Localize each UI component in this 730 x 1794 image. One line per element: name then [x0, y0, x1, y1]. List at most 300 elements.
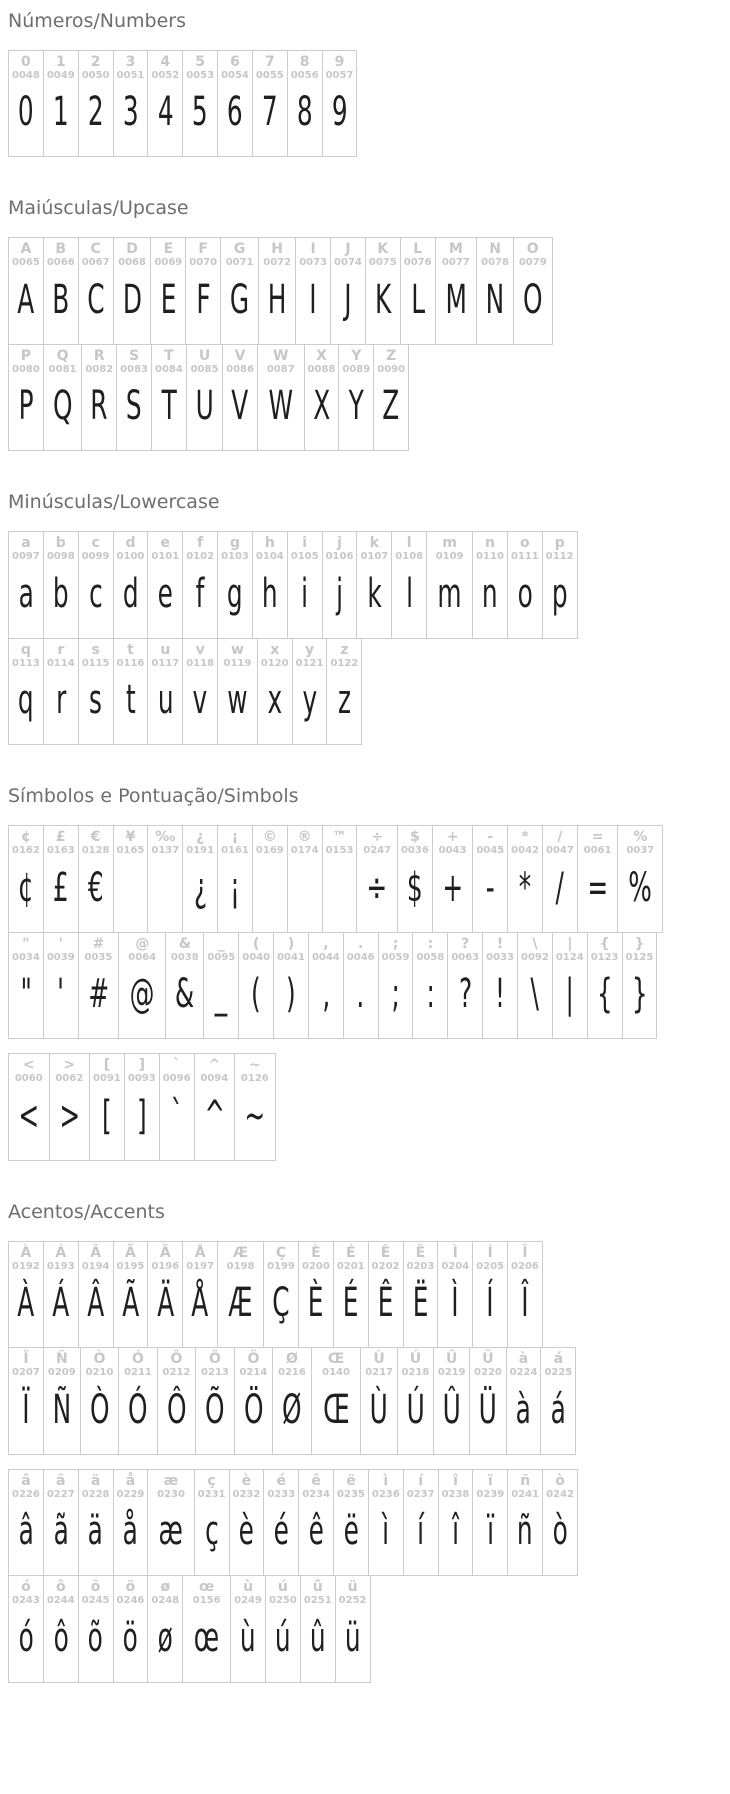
- glyph-unicode-code: 0102: [186, 551, 215, 563]
- glyph-cell: [378, 932, 414, 1040]
- glyph-unicode-code: 0219: [437, 1367, 466, 1379]
- glyph-char-label: Â: [90, 1244, 102, 1261]
- glyph-char-label: <: [22, 1057, 35, 1074]
- glyph-cell: [230, 1575, 266, 1683]
- glyph-char-label: ‰: [155, 828, 176, 845]
- glyph-unicode-code: 0050: [81, 69, 110, 81]
- glyph-cell: [287, 531, 323, 639]
- glyph-unicode-code: 0078: [481, 257, 509, 269]
- glyph-cell: [552, 932, 588, 1040]
- glyph-unicode-code: 0115: [81, 657, 110, 669]
- glyph-char-label: Ô: [170, 1351, 183, 1368]
- glyph-char-label: ä: [90, 1472, 101, 1489]
- glyph-preview: è: [238, 1508, 255, 1555]
- glyph-cell: [507, 531, 543, 639]
- glyph-unicode-code: 0065: [12, 257, 40, 269]
- glyph-char-label: G: [233, 241, 246, 258]
- glyph-preview: Á: [52, 1280, 70, 1327]
- glyph-char-label: .: [358, 935, 364, 952]
- glyph-cell: [542, 825, 578, 933]
- glyph-unicode-code: 0122: [330, 657, 359, 669]
- glyph-unicode-code: 0066: [46, 257, 75, 269]
- glyph-unicode-code: 0153: [325, 845, 354, 857]
- glyph-unicode-code: 0070: [189, 257, 218, 269]
- glyph-char-label: Ê: [380, 1244, 391, 1261]
- glyph-char-label: å: [125, 1472, 136, 1489]
- glyph-cell: [258, 237, 296, 345]
- glyph-preview: -: [485, 864, 495, 911]
- glyph-cell: [43, 531, 79, 639]
- glyph-char-label: à: [518, 1351, 529, 1368]
- glyph-char-label: ø: [160, 1579, 171, 1596]
- glyph-char-label: É: [345, 1244, 356, 1261]
- glyph-unicode-code: 0092: [521, 951, 549, 963]
- glyph-preview: 2: [87, 89, 104, 136]
- glyph-char-label: m: [442, 535, 457, 552]
- glyph-cell: [252, 825, 288, 933]
- glyph-preview: ç: [204, 1508, 219, 1555]
- glyph-cell: [298, 1241, 334, 1349]
- glyph-cell: [113, 1575, 149, 1683]
- glyph-cell: [43, 237, 79, 345]
- glyph-cell: [165, 932, 204, 1040]
- glyph-char-label: ü: [347, 1579, 358, 1596]
- glyph-unicode-code: 0211: [124, 1367, 152, 1379]
- glyph-char-label: T: [164, 347, 174, 364]
- glyph-unicode-code: 0062: [55, 1073, 84, 1085]
- glyph-cell: [326, 638, 362, 746]
- glyph-preview: Ú: [406, 1386, 425, 1433]
- glyph-preview: S: [126, 383, 142, 430]
- glyph-cell: [435, 237, 478, 345]
- glyph-preview: Ö: [243, 1386, 264, 1433]
- glyph-char-label: í: [418, 1472, 424, 1489]
- glyph-preview: 7: [261, 89, 278, 136]
- glyph-unicode-code: 0114: [46, 657, 75, 669]
- glyph-unicode-code: 0040: [242, 951, 271, 963]
- glyph-preview: t: [125, 677, 136, 724]
- glyph-unicode-code: 0247: [363, 845, 392, 857]
- glyph-cell: [287, 50, 323, 158]
- glyph-preview: ~: [244, 1092, 266, 1139]
- glyph-preview: #: [88, 971, 109, 1018]
- glyph-cell: [78, 1575, 114, 1683]
- glyph-preview: O: [522, 276, 543, 323]
- glyph-char-label: /: [557, 828, 563, 845]
- glyph-cell: [433, 1347, 470, 1455]
- glyph-char-label: !: [496, 935, 504, 952]
- glyph-unicode-code: 0235: [337, 1488, 365, 1500]
- glyph-cell: [472, 1469, 508, 1577]
- glyph-cell: [78, 638, 114, 746]
- glyph-preview: b: [52, 570, 69, 617]
- glyph-unicode-code: 0140: [322, 1367, 350, 1379]
- glyph-char-label: U: [198, 347, 211, 364]
- glyph-char-label: õ: [90, 1579, 101, 1596]
- glyph-preview: Ë: [412, 1280, 429, 1327]
- glyph-row: [8, 932, 657, 1040]
- glyph-preview: D: [122, 276, 142, 323]
- glyph-table: [8, 1241, 722, 1455]
- glyph-char-label: ç: [207, 1472, 216, 1489]
- glyph-cell: [8, 638, 44, 746]
- glyph-cell: [8, 1575, 44, 1683]
- glyph-unicode-code: 0052: [151, 69, 180, 81]
- glyph-cell: [507, 825, 543, 933]
- glyph-char-label: S: [129, 347, 140, 364]
- glyph-unicode-code: 0163: [46, 845, 75, 857]
- glyph-unicode-code: 0203: [406, 1260, 435, 1272]
- glyph-preview: h: [261, 570, 278, 617]
- glyph-unicode-code: 0229: [116, 1488, 145, 1500]
- glyph-preview: ": [20, 971, 32, 1018]
- glyph-char-label: è: [241, 1472, 252, 1489]
- glyph-char-label: y: [304, 641, 315, 658]
- glyph-char-label: 2: [90, 53, 101, 70]
- glyph-char-label: }: [634, 935, 645, 952]
- glyph-char-label: ñ: [520, 1472, 531, 1489]
- glyph-char-label: 1: [55, 53, 66, 70]
- glyph-cell: [147, 638, 183, 746]
- glyph-preview: G: [230, 276, 250, 323]
- glyph-row: [8, 50, 357, 158]
- glyph-preview: æ: [158, 1508, 184, 1555]
- glyph-row: [8, 1347, 576, 1455]
- glyph-unicode-code: 0232: [232, 1488, 261, 1500]
- glyph-char-label: Y: [351, 347, 362, 364]
- glyph-unicode-code: 0106: [325, 551, 354, 563]
- glyph-preview: Ò: [89, 1386, 110, 1433]
- glyph-preview: d: [122, 570, 139, 617]
- glyph-preview: ]: [136, 1092, 147, 1139]
- glyph-unicode-code: 0234: [302, 1488, 331, 1500]
- glyph-cell: [273, 932, 309, 1040]
- glyph-preview: C: [86, 276, 105, 323]
- glyph-preview: R: [90, 383, 108, 430]
- glyph-char-label: Á: [55, 1244, 67, 1261]
- glyph-cell: [43, 1241, 79, 1349]
- glyph-char-label: ú: [277, 1579, 288, 1596]
- glyph-char-label: j: [337, 535, 342, 552]
- glyph-preview: 0: [18, 89, 34, 136]
- glyph-cell: [182, 1241, 218, 1349]
- glyph-preview: ü: [344, 1614, 361, 1661]
- glyph-unicode-code: 0064: [128, 951, 157, 963]
- glyph-cell: [194, 1469, 230, 1577]
- glyph-unicode-code: 0074: [334, 257, 362, 269]
- glyph-unicode-code: 0239: [476, 1488, 505, 1500]
- glyph-char-label: ò: [555, 1472, 565, 1489]
- glyph-preview: /: [555, 864, 565, 911]
- glyph-cell: [194, 1053, 236, 1161]
- glyph-unicode-code: 0057: [325, 69, 354, 81]
- glyph-unicode-code: 0096: [162, 1073, 191, 1085]
- glyph-char-label: -: [487, 828, 494, 845]
- glyph-unicode-code: 0088: [307, 363, 336, 375]
- glyph-cell: [78, 237, 114, 345]
- glyph-unicode-code: 0228: [81, 1488, 110, 1500]
- glyph-table: [8, 1469, 722, 1683]
- glyph-char-label: z: [340, 641, 349, 658]
- glyph-char-label: Î: [522, 1244, 528, 1261]
- glyph-cell: [147, 50, 183, 158]
- glyph-char-label: Q: [56, 347, 69, 364]
- glyph-cell: [300, 1575, 336, 1683]
- glyph-char-label: á: [553, 1351, 564, 1368]
- glyph-cell: [333, 1241, 369, 1349]
- glyph-unicode-code: 0085: [190, 363, 219, 375]
- glyph-char-label: A: [20, 241, 32, 258]
- glyph-unicode-code: 0036: [400, 845, 429, 857]
- glyph-unicode-code: 0204: [441, 1260, 470, 1272]
- glyph-unicode-code: 0191: [186, 845, 215, 857]
- glyph-unicode-code: 0245: [81, 1595, 110, 1607]
- glyph-cell: [330, 237, 366, 345]
- glyph-cell: [542, 531, 578, 639]
- glyph-unicode-code: 0093: [127, 1073, 156, 1085]
- glyph-cell: [147, 531, 183, 639]
- glyph-cell: [217, 531, 253, 639]
- glyph-cell: [540, 1347, 576, 1455]
- glyph-unicode-code: 0041: [277, 951, 305, 963]
- glyph-char-label: ): [287, 935, 295, 952]
- glyph-char-label: ã: [56, 1472, 66, 1489]
- glyph-cell: [365, 237, 401, 345]
- glyph-row: [8, 531, 578, 639]
- glyph-cell: [295, 237, 331, 345]
- glyph-preview: K: [374, 276, 391, 323]
- glyph-preview: f: [195, 570, 205, 617]
- glyph-preview: W: [268, 383, 294, 430]
- glyph-preview: H: [267, 276, 287, 323]
- glyph-char-label: `: [173, 1057, 181, 1074]
- glyph-unicode-code: 0111: [510, 551, 539, 563]
- glyph-char-label: é: [276, 1472, 287, 1489]
- glyph-char-label: Å: [194, 1244, 206, 1261]
- glyph-preview: Ç: [272, 1280, 290, 1327]
- glyph-table: [8, 825, 722, 1039]
- glyph-cell: [8, 932, 44, 1040]
- glyph-cell: [338, 344, 374, 452]
- glyph-char-label: {: [599, 935, 610, 952]
- glyph-cell: [217, 1241, 264, 1349]
- glyph-preview: Ø: [282, 1386, 302, 1433]
- glyph-preview: Ã: [121, 1280, 139, 1327]
- glyph-char-label: x: [270, 641, 280, 658]
- glyph-preview: È: [308, 1280, 324, 1327]
- glyph-char-label: ¢: [21, 828, 31, 845]
- glyph-unicode-code: 0209: [47, 1367, 76, 1379]
- glyph-unicode-code: 0225: [544, 1367, 573, 1379]
- glyph-preview: õ: [88, 1614, 104, 1661]
- glyph-row: [8, 1241, 543, 1349]
- glyph-unicode-code: 0236: [371, 1488, 400, 1500]
- glyph-preview: 9: [331, 89, 348, 136]
- glyph-preview: A: [17, 276, 35, 323]
- glyph-char-label: Æ: [232, 1244, 249, 1261]
- glyph-char-label: ë: [346, 1472, 356, 1489]
- glyph-char-label: €: [90, 828, 101, 845]
- glyph-char-label: X: [316, 347, 327, 364]
- glyph-unicode-code: 0068: [118, 257, 146, 269]
- glyph-cell: [622, 932, 658, 1040]
- glyph-unicode-code: 0048: [12, 69, 40, 81]
- glyph-char-label: ô: [55, 1579, 66, 1596]
- glyph-char-label: Ï: [23, 1351, 29, 1368]
- glyph-cell: [217, 50, 253, 158]
- glyph-unicode-code: 0103: [221, 551, 249, 563]
- glyph-unicode-code: 0198: [226, 1260, 255, 1272]
- glyph-cell: [157, 1347, 196, 1455]
- glyph-preview: û: [309, 1614, 326, 1661]
- glyph-char-label: Û: [445, 1351, 458, 1368]
- glyph-cell: [8, 1241, 44, 1349]
- glyph-unicode-code: 0125: [625, 951, 654, 963]
- glyph-cell: [265, 1575, 301, 1683]
- glyph-preview: @: [129, 971, 155, 1018]
- glyph-preview: ¿: [193, 864, 207, 911]
- glyph-preview: Ê: [377, 1280, 394, 1327]
- glyph-cell: [403, 1469, 439, 1577]
- glyph-preview: ;: [391, 971, 400, 1018]
- glyph-unicode-code: 0083: [120, 363, 149, 375]
- glyph-cell: [356, 825, 398, 933]
- glyph-char-label: Ë: [415, 1244, 426, 1261]
- glyph-cell: [343, 932, 379, 1040]
- glyph-unicode-code: 0044: [311, 951, 340, 963]
- glyph-unicode-code: 0033: [486, 951, 514, 963]
- glyph-preview: Z: [382, 383, 400, 430]
- glyph-cell: [252, 531, 288, 639]
- glyph-cell: [78, 1241, 114, 1349]
- glyph-unicode-code: 0059: [381, 951, 410, 963]
- glyph-cell: [292, 638, 328, 746]
- glyph-cell: [469, 1347, 506, 1455]
- glyph-row: [8, 1053, 276, 1161]
- glyph-char-label: #: [92, 935, 105, 952]
- glyph-unicode-code: 0045: [476, 845, 505, 857]
- glyph-char-label: V: [234, 347, 246, 364]
- glyph-char-label: £: [55, 828, 66, 845]
- glyph-unicode-code: 0097: [12, 551, 40, 563]
- glyph-cell: [118, 1347, 157, 1455]
- glyph-unicode-code: 0169: [255, 845, 284, 857]
- glyph-cell: [476, 237, 514, 345]
- glyph-preview: Ä: [156, 1280, 174, 1327]
- glyph-char-label: ': [58, 935, 63, 952]
- glyph-unicode-code: 0035: [84, 951, 113, 963]
- glyph-cell: [368, 1469, 404, 1577]
- glyph-char-label: i: [302, 535, 308, 552]
- glyph-unicode-code: 0226: [12, 1488, 40, 1500]
- glyph-preview: !: [495, 971, 506, 1018]
- glyph-char-label: ?: [461, 935, 470, 952]
- glyph-cell: [263, 1241, 299, 1349]
- glyph-char-label: F: [198, 241, 208, 258]
- glyph-unicode-code: 0089: [342, 363, 371, 375]
- glyph-cell: [397, 825, 433, 933]
- glyph-cell: [322, 825, 358, 933]
- glyph-unicode-code: 0217: [365, 1367, 394, 1379]
- glyph-unicode-code: 0112: [545, 551, 574, 563]
- glyph-unicode-code: 0081: [48, 363, 77, 375]
- glyph-unicode-code: 0210: [85, 1367, 114, 1379]
- section-title-numbers: Números/Numbers: [8, 10, 186, 32]
- glyph-char-label: 4: [160, 53, 171, 70]
- glyph-cell: [507, 1469, 543, 1577]
- glyph-cell: [229, 1469, 265, 1577]
- glyph-preview: Y: [348, 383, 364, 430]
- glyph-cell: [147, 825, 183, 933]
- glyph-unicode-code: 0090: [377, 363, 406, 375]
- glyph-char-label: ^: [208, 1057, 221, 1074]
- glyph-char-label: æ: [163, 1472, 179, 1489]
- glyph-cell: [403, 1241, 439, 1349]
- glyph-char-label: g: [229, 535, 240, 552]
- glyph-cell: [234, 1347, 273, 1455]
- glyph-unicode-code: 0113: [12, 657, 40, 669]
- glyph-char-label: @: [135, 935, 150, 952]
- section-upcase: [8, 197, 722, 451]
- glyph-char-label: t: [127, 641, 134, 658]
- glyph-char-label: 8: [299, 53, 310, 70]
- glyph-cell: [43, 344, 82, 452]
- glyph-unicode-code: 0250: [268, 1595, 297, 1607]
- glyph-preview: B: [52, 276, 70, 323]
- glyph-cell: [186, 344, 223, 452]
- glyph-preview: å: [122, 1508, 139, 1555]
- glyph-preview: ú: [275, 1614, 291, 1661]
- glyph-row: [8, 1469, 578, 1577]
- glyph-unicode-code: 0206: [511, 1260, 539, 1272]
- glyph-cell: [182, 825, 218, 933]
- glyph-char-label: b: [55, 535, 66, 552]
- glyph-preview: Ì: [451, 1280, 459, 1327]
- glyph-preview: `: [170, 1092, 183, 1139]
- glyph-preview: ó: [18, 1614, 34, 1661]
- glyph-unicode-code: 0195: [116, 1260, 145, 1272]
- glyph-cell: [397, 1347, 434, 1455]
- glyph-preview: Ô: [166, 1386, 187, 1433]
- glyph-unicode-code: 0233: [267, 1488, 296, 1500]
- glyph-unicode-code: 0200: [301, 1260, 330, 1272]
- glyph-cell: [322, 50, 358, 158]
- glyph-char-label: ö: [125, 1579, 136, 1596]
- glyph-cell: [234, 1053, 276, 1161]
- glyph-unicode-code: 0216: [278, 1367, 306, 1379]
- glyph-char-label: u: [160, 641, 171, 658]
- glyph-preview: (: [251, 971, 262, 1018]
- glyph-char-label: n: [485, 535, 495, 552]
- glyph-unicode-code: 0121: [295, 657, 324, 669]
- glyph-preview: 5: [192, 89, 209, 136]
- glyph-preview: m: [437, 570, 462, 617]
- glyph-cell: [113, 1469, 149, 1577]
- glyph-preview: ã: [53, 1508, 69, 1555]
- glyph-cell: [43, 1469, 79, 1577]
- glyph-table: [8, 50, 722, 158]
- glyph-cell: [118, 932, 166, 1040]
- glyph-unicode-code: 0116: [116, 657, 145, 669]
- glyph-unicode-code: 0118: [186, 657, 215, 669]
- glyph-preview: &: [175, 971, 195, 1018]
- glyph-char-label: P: [20, 347, 32, 364]
- glyph-cell: [222, 344, 258, 452]
- glyph-char-label: D: [126, 241, 138, 258]
- glyph-char-label: J: [345, 241, 351, 258]
- section-title-upcase: Maiúsculas/Upcase: [8, 197, 189, 220]
- glyph-unicode-code: 0091: [93, 1073, 121, 1085]
